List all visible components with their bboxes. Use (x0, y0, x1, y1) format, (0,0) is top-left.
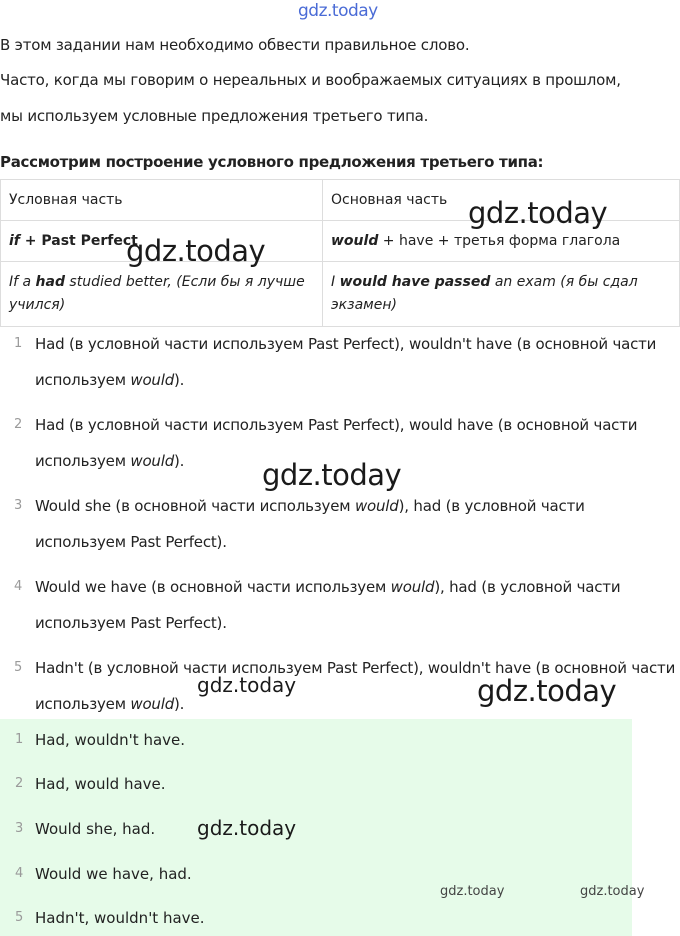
item-text-end: ). (174, 371, 185, 389)
grammar-table (0, 179, 680, 327)
answer-number: 1 (15, 732, 24, 747)
item-text: Had (в условной части используем Past Perfect), would have (в основной части используем (35, 416, 638, 470)
table-cell-condition-example (1, 262, 323, 327)
list-item (0, 569, 680, 641)
item-text-end: ), had (в условной части используем Past Perfect). (35, 578, 621, 632)
answer-item (0, 728, 632, 752)
watermark: gdz.today (126, 234, 266, 268)
watermark: gdz.today (580, 884, 645, 899)
list-item (0, 488, 680, 560)
item-text-end: ), had (в условной части используем Past Perfect). (35, 497, 585, 551)
table-cell-main-header (323, 180, 680, 221)
item-text: Would we have (в основной части используем (35, 578, 391, 596)
item-number: 4 (14, 579, 23, 594)
table-cell-main-example (323, 262, 680, 327)
formula-main-rest: + have + третья форма глагола (378, 233, 621, 249)
table-cell-condition-formula (1, 221, 323, 262)
item-text-end: ). (174, 452, 185, 470)
formula-condition-rest: + Past Perfect (19, 233, 138, 249)
answer-number: 3 (15, 821, 24, 836)
item-emphasis: would (354, 497, 399, 515)
item-number: 5 (14, 660, 23, 675)
list-item (0, 650, 680, 722)
watermark: gdz.today (468, 196, 608, 230)
example-main-pre: I (331, 274, 340, 290)
table-cell-main-formula (323, 221, 680, 262)
answer-text: Had, would have. (35, 775, 166, 793)
item-text: Would she (в основной части используем (35, 497, 355, 515)
answer-text: Would we have, had. (35, 865, 192, 883)
table-row (1, 221, 680, 262)
formula-if: if (9, 233, 20, 249)
watermark-top: gdz.today (298, 1, 378, 21)
answer-item (0, 817, 632, 841)
answer-item (0, 906, 632, 930)
table-cell-condition-header (1, 180, 323, 221)
explanation-list (0, 326, 680, 731)
answer-list (0, 719, 632, 936)
example-condition-post: studied better, (Если бы я лучше учился) (9, 274, 305, 313)
answer-text: Would she, had. (35, 820, 156, 838)
table-row (1, 262, 680, 327)
answer-text: Had, wouldn't have. (35, 731, 186, 749)
answer-number: 2 (15, 776, 24, 791)
answer-number: 4 (15, 866, 24, 881)
intro-line-1: В этом задании нам необходимо обвести правильное слово. (0, 36, 470, 54)
list-item (0, 407, 680, 479)
formula-would: would (331, 233, 379, 249)
section-heading: Рассмотрим построение условного предложения третьего типа: (0, 153, 544, 171)
intro-line-3: мы используем условные предложения третьего типа. (0, 107, 429, 125)
item-text-end: ). (174, 695, 185, 713)
watermark: gdz.today (477, 674, 617, 708)
watermark: gdz.today (197, 673, 297, 697)
item-number: 3 (14, 498, 23, 513)
example-condition-had: had (35, 274, 65, 290)
watermark: gdz.today (440, 884, 505, 899)
watermark: gdz.today (262, 458, 402, 492)
condition-header-text: Условная часть (9, 192, 123, 208)
main-header-text: Основная часть (331, 192, 448, 208)
item-text: Hadn't (в условной части используем Past Perfect), wouldn't have (в основной части используем (35, 659, 676, 713)
item-emphasis: would (130, 452, 175, 470)
intro-line-2: Часто, когда мы говорим о нереальных и воображаемых ситуациях в прошлом, (0, 71, 621, 89)
answer-number: 5 (15, 910, 24, 925)
item-emphasis: would (390, 578, 435, 596)
item-text: Had (в условной части используем Past Perfect), wouldn't have (в основной части используем (35, 335, 657, 389)
answer-item (0, 862, 632, 886)
table-row (1, 180, 680, 221)
answer-text: Hadn't, wouldn't have. (35, 909, 205, 927)
list-item (0, 326, 680, 398)
item-emphasis: would (130, 371, 175, 389)
item-number: 2 (14, 417, 23, 432)
example-condition-pre: If a (9, 274, 36, 290)
item-number: 1 (14, 336, 23, 351)
answer-item (0, 772, 632, 796)
example-main-bold: would have passed (339, 274, 491, 290)
example-main-post: an exam (я бы сдал экзамен) (331, 274, 638, 313)
watermark: gdz.today (197, 816, 297, 840)
item-emphasis: would (130, 695, 175, 713)
